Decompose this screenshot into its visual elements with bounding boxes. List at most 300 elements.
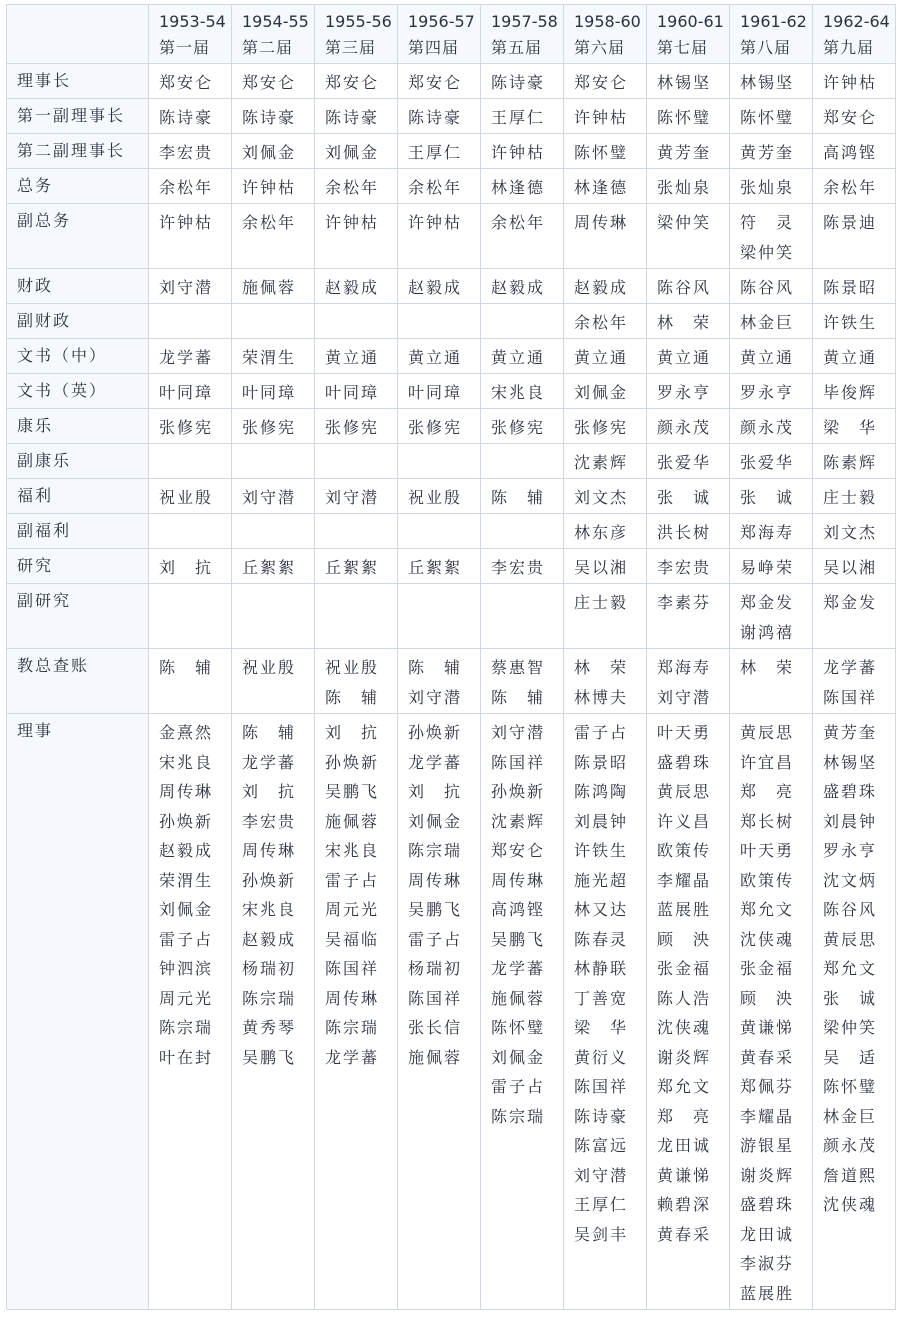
member-name: 张金福 — [657, 959, 712, 978]
role-label: 总务 — [7, 169, 149, 204]
member-name: 陈诗豪 — [159, 108, 214, 127]
member-cell — [315, 714, 398, 1310]
member-cell — [398, 169, 481, 204]
member-name: 陈 辅 — [159, 658, 214, 677]
member-cell — [315, 649, 398, 714]
member-name: 丘絮絮 — [408, 558, 463, 577]
member-name: 周传琳 — [491, 870, 546, 890]
member-name: 陈宗瑞 — [325, 1018, 380, 1037]
member-name: 李素芬 — [657, 593, 712, 612]
member-name: 张金福 — [740, 959, 795, 978]
member-name: 沈侠魂 — [740, 929, 795, 949]
member-name: 许钟枯 — [242, 178, 297, 197]
member-name: 黄立通 — [823, 348, 878, 367]
member-cell — [813, 444, 896, 479]
member-cell — [398, 444, 481, 479]
member-name: 许铁生 — [823, 313, 878, 332]
member-name: 林东彦 — [574, 523, 629, 542]
member-name: 陈怀璧 — [491, 1018, 546, 1037]
member-name: 宋兆良 — [242, 900, 297, 919]
member-name: 陈怀璧 — [657, 108, 712, 127]
member-name: 吴鹏飞 — [491, 929, 546, 949]
role-label: 文书（英） — [7, 374, 149, 409]
member-cell — [232, 444, 315, 479]
member-name: 丘絮絮 — [325, 558, 380, 577]
role-label: 理事 — [7, 714, 149, 1310]
member-cell — [564, 409, 647, 444]
member-name: 郑海寿 — [657, 658, 712, 677]
member-cell — [647, 444, 730, 479]
table-row — [7, 409, 896, 444]
member-cell — [730, 304, 813, 339]
member-name: 叶天勇 — [740, 841, 795, 860]
member-name: 张爱华 — [740, 453, 795, 472]
member-cell — [398, 304, 481, 339]
member-name: 刘 抗 — [325, 723, 380, 742]
member-name: 龙学蕃 — [242, 752, 297, 772]
member-name: 梁仲笑 — [740, 242, 795, 262]
table-row — [7, 99, 896, 134]
member-cell — [813, 339, 896, 374]
member-name: 周传琳 — [574, 213, 629, 232]
member-name: 陈国祥 — [325, 959, 380, 978]
member-name: 祝业殷 — [325, 658, 380, 677]
term-number: 第一届 — [159, 38, 211, 57]
member-cell — [730, 64, 813, 99]
member-name: 庄士毅 — [574, 593, 629, 612]
table-row — [7, 204, 896, 269]
member-name: 许钟枯 — [574, 108, 629, 127]
member-name: 许钟枯 — [325, 213, 380, 232]
member-cell — [813, 584, 896, 649]
member-name: 郑 亮 — [657, 1106, 712, 1126]
member-name: 刘守潜 — [325, 488, 380, 507]
role-label: 文书（中） — [7, 339, 149, 374]
member-name: 陈景昭 — [823, 278, 878, 297]
member-name: 欧策传 — [740, 870, 795, 890]
member-name: 陈宗瑞 — [159, 1018, 214, 1037]
member-cell — [315, 134, 398, 169]
member-cell — [647, 584, 730, 649]
member-name: 吴 适 — [823, 1047, 878, 1067]
member-name: 吴以湘 — [574, 558, 629, 577]
member-name: 盛碧珠 — [740, 1195, 795, 1214]
member-name: 雷子占 — [574, 723, 629, 742]
member-cell — [149, 134, 232, 169]
member-name: 刘晨钟 — [574, 811, 629, 831]
member-name: 祝业殷 — [408, 488, 463, 507]
member-cell — [398, 514, 481, 549]
role-label: 第二副理事长 — [7, 134, 149, 169]
member-cell — [149, 444, 232, 479]
member-name: 黄芳奎 — [740, 143, 795, 162]
member-name: 梁 华 — [574, 1018, 629, 1037]
member-cell — [564, 549, 647, 584]
table-row — [7, 714, 896, 1310]
member-name: 刘佩金 — [325, 143, 380, 162]
member-name: 顾 泱 — [657, 929, 712, 949]
member-cell — [149, 584, 232, 649]
member-name: 陈怀璧 — [740, 108, 795, 127]
member-cell — [481, 374, 564, 409]
member-name: 许铁生 — [574, 841, 629, 860]
member-name: 欧策传 — [657, 841, 712, 860]
member-name: 刘佩金 — [159, 900, 214, 919]
member-cell — [647, 339, 730, 374]
role-label: 福利 — [7, 479, 149, 514]
member-name: 游银星 — [740, 1136, 795, 1155]
member-cell — [481, 409, 564, 444]
member-cell — [315, 304, 398, 339]
member-name: 陈宗瑞 — [242, 988, 297, 1008]
member-name: 叶同璋 — [159, 383, 214, 402]
member-name: 郑安仑 — [408, 73, 463, 92]
term-years: 1953-54 — [159, 12, 226, 31]
member-name: 谢鸿禧 — [740, 622, 795, 642]
member-name: 刘文杰 — [574, 488, 629, 507]
member-name: 宋兆良 — [159, 752, 214, 772]
role-label: 研究 — [7, 549, 149, 584]
member-name: 高鸿铿 — [491, 900, 546, 919]
member-name: 钟泗滨 — [159, 959, 214, 978]
member-name: 郑安仑 — [159, 73, 214, 92]
member-name: 陈诗豪 — [408, 108, 463, 127]
member-name: 雷子占 — [159, 929, 214, 949]
member-cell — [481, 649, 564, 714]
term-number: 第九届 — [823, 38, 875, 57]
member-name: 陈谷风 — [657, 278, 712, 297]
term-number: 第七届 — [657, 38, 709, 57]
member-cell — [813, 409, 896, 444]
member-name: 张 诚 — [823, 988, 878, 1008]
member-cell — [564, 374, 647, 409]
member-name: 黄春采 — [740, 1047, 795, 1067]
member-cell — [647, 99, 730, 134]
member-name: 郑安仑 — [823, 108, 878, 127]
member-cell — [232, 269, 315, 304]
table-row — [7, 134, 896, 169]
member-name: 沈侠魂 — [823, 1195, 878, 1214]
term-years: 1956-57 — [408, 12, 475, 31]
member-name: 林锡坚 — [740, 73, 795, 92]
member-name: 金熹然 — [159, 723, 214, 742]
member-name: 罗永亨 — [740, 383, 795, 402]
member-name: 梁 华 — [823, 418, 878, 437]
member-name: 黄辰思 — [740, 723, 795, 742]
member-name: 郑安仑 — [242, 73, 297, 92]
member-cell — [315, 479, 398, 514]
member-name: 龙田诚 — [740, 1224, 795, 1244]
member-name: 王厚仁 — [574, 1195, 629, 1214]
member-name: 陈人浩 — [657, 988, 712, 1008]
member-name: 周元光 — [325, 900, 380, 919]
member-cell — [398, 409, 481, 444]
table-row — [7, 269, 896, 304]
member-cell — [730, 714, 813, 1310]
member-cell — [481, 64, 564, 99]
member-cell — [813, 649, 896, 714]
council-members-table — [6, 4, 896, 1310]
member-cell — [481, 714, 564, 1310]
member-name: 赵毅成 — [574, 278, 629, 297]
member-name: 郑金发 — [740, 593, 795, 612]
member-name: 许义昌 — [657, 811, 712, 831]
member-name: 余松年 — [491, 213, 546, 232]
member-cell — [564, 64, 647, 99]
member-name: 叶同璋 — [242, 383, 297, 402]
member-name: 刘文杰 — [823, 523, 878, 542]
term-header — [647, 5, 730, 64]
member-name: 黄辰思 — [657, 782, 712, 801]
member-cell — [398, 134, 481, 169]
member-cell — [730, 409, 813, 444]
member-name: 盛碧珠 — [657, 752, 712, 772]
member-cell — [315, 204, 398, 269]
member-name: 施佩蓉 — [325, 811, 380, 831]
member-name: 祝业殷 — [242, 658, 297, 677]
member-name: 余松年 — [823, 178, 878, 197]
member-name: 张修宪 — [408, 418, 463, 437]
member-name: 张灿泉 — [657, 178, 712, 197]
member-name: 罗永亨 — [823, 841, 878, 860]
member-name: 龙学蕃 — [823, 658, 878, 677]
member-name: 刘 抗 — [159, 558, 214, 577]
member-cell — [149, 269, 232, 304]
member-cell — [481, 134, 564, 169]
member-name: 郑长树 — [740, 811, 795, 831]
member-cell — [813, 99, 896, 134]
member-name: 陈 辅 — [408, 658, 463, 677]
role-label: 副财政 — [7, 304, 149, 339]
member-name: 陈怀璧 — [823, 1077, 878, 1096]
member-name: 黄立通 — [325, 348, 380, 367]
member-cell — [398, 714, 481, 1310]
member-name: 李宏贵 — [657, 558, 712, 577]
member-name: 陈怀璧 — [574, 143, 629, 162]
member-name: 黄辰思 — [823, 929, 878, 949]
member-cell — [232, 374, 315, 409]
member-name: 刘晨钟 — [823, 811, 878, 831]
member-name: 丁善宽 — [574, 988, 629, 1008]
member-cell — [481, 99, 564, 134]
header-row — [7, 5, 896, 64]
member-name: 龙学蕃 — [325, 1047, 380, 1067]
member-cell — [647, 714, 730, 1310]
member-cell — [564, 99, 647, 134]
member-name: 黄衍义 — [574, 1047, 629, 1067]
member-name: 荣渭生 — [242, 348, 297, 367]
term-years: 1958-60 — [574, 12, 641, 31]
term-header — [813, 5, 896, 64]
member-name: 盛碧珠 — [823, 782, 878, 801]
member-name: 林锡坚 — [657, 73, 712, 92]
term-years: 1954-55 — [242, 12, 309, 31]
member-cell — [481, 479, 564, 514]
member-name: 郑允文 — [740, 900, 795, 919]
member-cell — [398, 339, 481, 374]
member-cell — [730, 169, 813, 204]
member-name: 杨瑞初 — [408, 959, 463, 978]
member-cell — [813, 304, 896, 339]
table-row — [7, 549, 896, 584]
member-name: 郑海寿 — [740, 523, 795, 542]
member-name: 叶同璋 — [325, 383, 380, 402]
member-name: 刘佩金 — [574, 383, 629, 402]
member-name: 施佩蓉 — [491, 988, 546, 1008]
member-name: 陈春灵 — [574, 929, 629, 949]
table-row — [7, 64, 896, 99]
member-cell — [149, 64, 232, 99]
table-row — [7, 339, 896, 374]
member-name: 李淑芬 — [740, 1254, 795, 1273]
member-name: 吴鹏飞 — [408, 900, 463, 919]
term-header — [232, 5, 315, 64]
member-cell — [481, 169, 564, 204]
member-cell — [730, 339, 813, 374]
member-name: 王厚仁 — [408, 143, 463, 162]
term-number: 第二届 — [242, 38, 294, 57]
member-cell — [232, 169, 315, 204]
member-name: 李宏贵 — [159, 143, 214, 162]
member-name: 张修宪 — [491, 418, 546, 437]
member-name: 林 荣 — [657, 313, 712, 332]
member-name: 梁仲笑 — [657, 213, 712, 232]
member-cell — [481, 304, 564, 339]
member-name: 丘絮絮 — [242, 558, 297, 577]
member-name: 刘守潜 — [657, 687, 712, 707]
member-name: 刘守潜 — [574, 1165, 629, 1185]
role-label: 康乐 — [7, 409, 149, 444]
member-cell — [232, 584, 315, 649]
member-name: 颜永茂 — [740, 418, 795, 437]
member-name: 余松年 — [159, 178, 214, 197]
term-years: 1960-61 — [657, 12, 724, 31]
member-name: 龙学蕃 — [408, 752, 463, 772]
role-label: 副研究 — [7, 584, 149, 649]
member-name: 张修宪 — [242, 418, 297, 437]
member-name: 沈素辉 — [574, 453, 629, 472]
member-name: 郑安仑 — [574, 73, 629, 92]
member-name: 刘 抗 — [408, 782, 463, 801]
member-cell — [564, 269, 647, 304]
member-name: 张长信 — [408, 1018, 463, 1037]
term-years: 1955-56 — [325, 12, 392, 31]
member-name: 符 灵 — [740, 213, 795, 232]
member-cell — [398, 649, 481, 714]
member-name: 龙学蕃 — [491, 959, 546, 978]
member-cell — [315, 374, 398, 409]
member-name: 林逢德 — [574, 178, 629, 197]
member-cell — [232, 649, 315, 714]
member-name: 林博夫 — [574, 687, 629, 707]
member-name: 荣渭生 — [159, 870, 214, 890]
member-cell — [647, 304, 730, 339]
table-header — [7, 5, 896, 64]
member-name: 余松年 — [325, 178, 380, 197]
member-name: 梁仲笑 — [823, 1018, 878, 1037]
member-name: 林静联 — [574, 959, 629, 978]
member-name: 沈文炳 — [823, 870, 878, 890]
role-label: 教总查账 — [7, 649, 149, 714]
member-name: 刘佩金 — [408, 811, 463, 831]
member-name: 赖碧深 — [657, 1195, 712, 1214]
member-name: 陈诗豪 — [325, 108, 380, 127]
member-cell — [647, 374, 730, 409]
member-name: 周传琳 — [408, 870, 463, 890]
member-cell — [149, 409, 232, 444]
member-name: 周元光 — [159, 988, 214, 1008]
member-cell — [398, 374, 481, 409]
member-cell — [149, 204, 232, 269]
member-name: 蓝展胜 — [657, 900, 712, 919]
member-name: 郑安仑 — [325, 73, 380, 92]
member-name: 刘守潜 — [242, 488, 297, 507]
member-name: 赵毅成 — [325, 278, 380, 297]
member-cell — [149, 374, 232, 409]
member-cell — [149, 479, 232, 514]
member-name: 林金巨 — [740, 313, 795, 332]
member-cell — [149, 339, 232, 374]
member-name: 洪长树 — [657, 523, 712, 542]
table-row — [7, 304, 896, 339]
member-cell — [315, 269, 398, 304]
member-cell — [232, 304, 315, 339]
member-cell — [481, 339, 564, 374]
member-cell — [315, 584, 398, 649]
member-cell — [149, 304, 232, 339]
member-cell — [315, 549, 398, 584]
member-name: 余松年 — [574, 313, 629, 332]
member-cell — [564, 304, 647, 339]
member-name: 张修宪 — [325, 418, 380, 437]
member-cell — [564, 134, 647, 169]
member-name: 黄芳奎 — [657, 143, 712, 162]
role-label: 财政 — [7, 269, 149, 304]
member-name: 郑佩芬 — [740, 1077, 795, 1096]
term-years: 1962-64 — [823, 12, 890, 31]
table-body — [7, 64, 896, 1310]
member-name: 祝业殷 — [159, 488, 214, 507]
member-name: 颜永茂 — [823, 1136, 878, 1155]
member-name: 雷子占 — [325, 870, 380, 890]
member-name: 李耀晶 — [657, 870, 712, 890]
member-cell — [564, 169, 647, 204]
term-header — [730, 5, 813, 64]
member-name: 王厚仁 — [491, 108, 546, 127]
member-cell — [315, 444, 398, 479]
member-cell — [315, 339, 398, 374]
member-cell — [647, 549, 730, 584]
member-cell — [647, 409, 730, 444]
member-cell — [647, 64, 730, 99]
member-name: 周传琳 — [325, 988, 380, 1008]
member-cell — [647, 649, 730, 714]
member-name: 陈景昭 — [574, 752, 629, 772]
member-name: 毕俊辉 — [823, 383, 878, 402]
member-name: 庄士毅 — [823, 488, 878, 507]
table-row — [7, 584, 896, 649]
member-name: 黄立通 — [657, 348, 712, 367]
member-cell — [232, 409, 315, 444]
member-name: 颜永茂 — [657, 418, 712, 437]
member-name: 陈 辅 — [491, 488, 546, 507]
member-name: 刘佩金 — [491, 1047, 546, 1067]
member-name: 赵毅成 — [242, 929, 297, 949]
header-corner-cell — [7, 5, 149, 64]
member-cell — [730, 99, 813, 134]
member-name: 赵毅成 — [408, 278, 463, 297]
member-name: 陈 辅 — [242, 723, 297, 742]
